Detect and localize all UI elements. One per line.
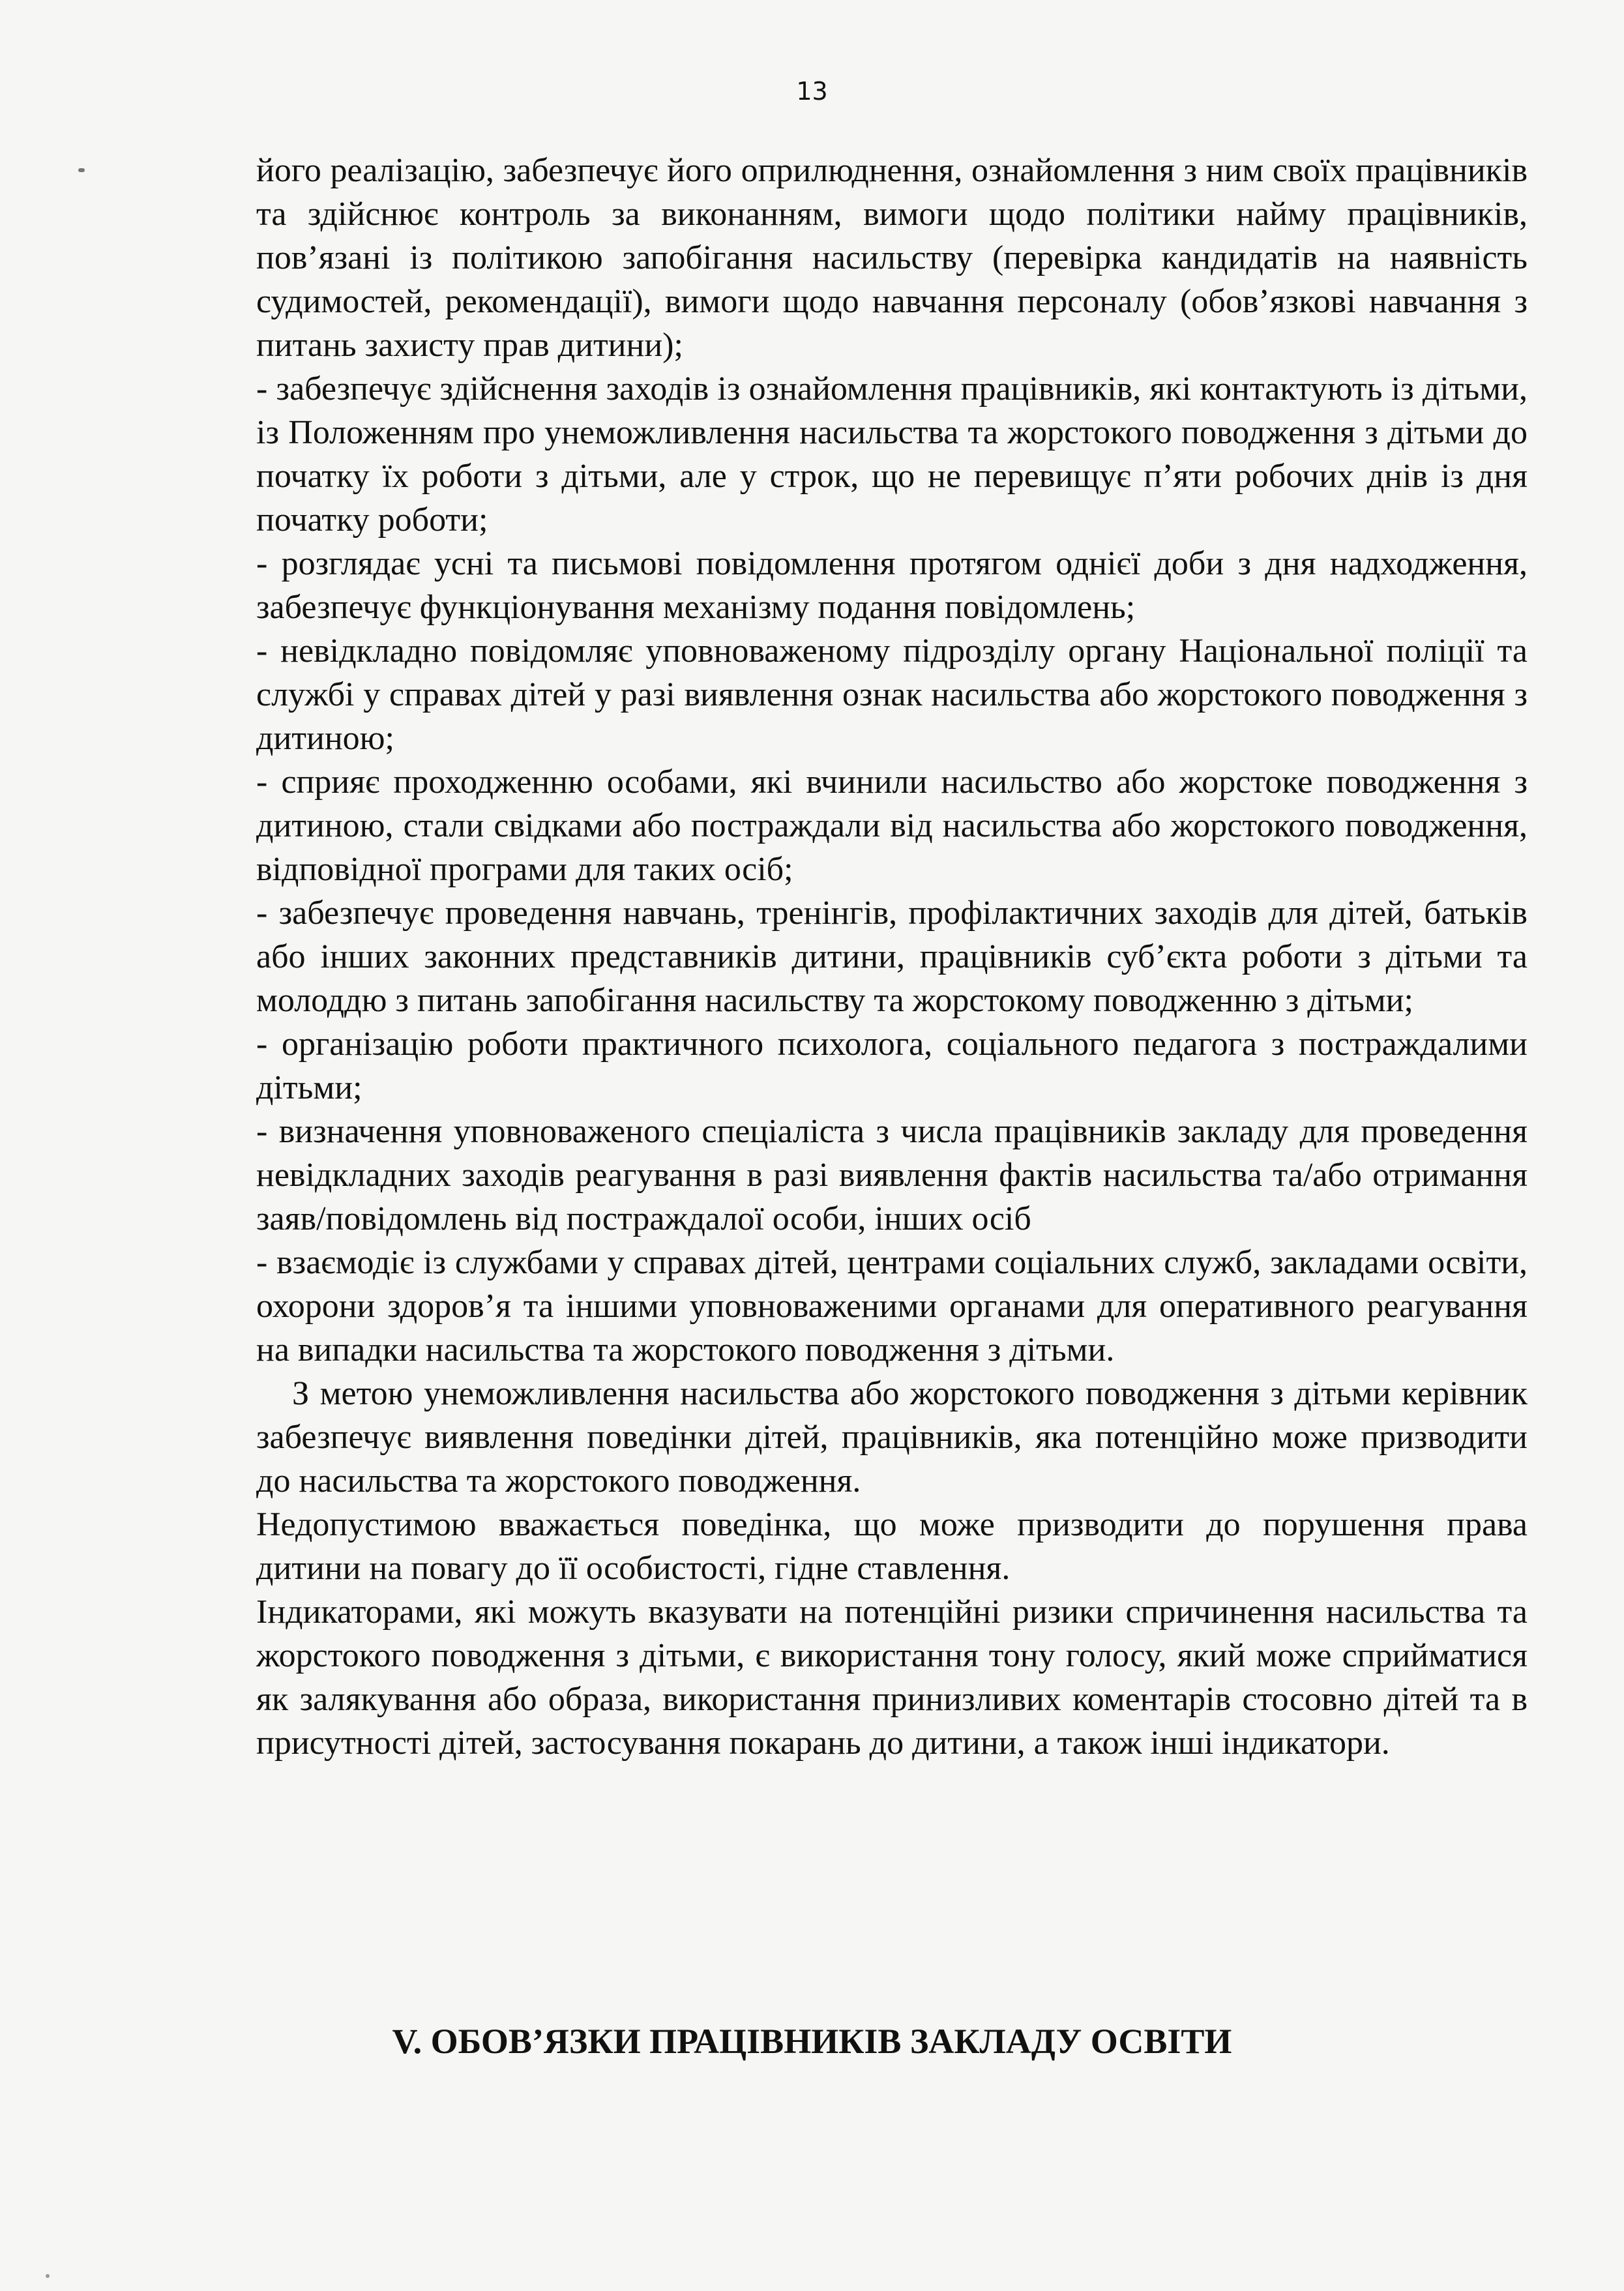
list-item-familiarization: - забезпечує здійснення заходів із ознайомлення працівників, які контактують із дітьми, із Положенням про унеможливлення насильства та жорстокого поводження з дітьми до початку їх роботи з дітьми, але у строк, що не перевищує п’яти робочих днів із дня початку роботи; [256,370,1528,539]
list-item-authorized-specialist: - визначення уповноваженого спеціаліста з числа працівників закладу для проведення невідкладних заходів реагування в разі виявлення фактів насильства та/або отримання заяв/повідомлень від постраждалої особи, інших осіб [256,1113,1528,1237]
paragraph-behavior-detection: З метою унеможливлення насильства або жорстокого поводження з дітьми керівник забезпечує виявлення поведінки дітей, працівників, яка потенційно може призводити до насильства та жорстокого поводження. [256,1375,1528,1500]
paragraph-continuation: його реалізацію, забезпечує його оприлюднення, ознайомлення з ним своїх працівників та здійснює контроль за виконанням, вимоги щодо політики найму працівників, пов’язані із політикою запобігання насильству (перевірка кандидатів на наявність судимостей, рекомендації), вимоги щодо навчання персоналу (обов’язкові навчання з питань захисту прав дитини); [256,152,1528,364]
scan-speck [78,168,85,172]
list-item-program-assistance: - сприяє проходженню особами, які вчинили насильство або жорстоке поводження з дитиною, стали свідками або постраждали від насильства або жорстокого поводження, відповідної програми для таких осіб; [256,763,1528,888]
section-heading: V. ОБОВ’ЯЗКИ ПРАЦІВНИКІВ ЗАКЛАДУ ОСВІТИ [392,2022,1232,2061]
paragraph-indicators: Індикаторами, які можуть вказувати на потенційні ризики спричинення насильства та жорстокого поводження з дітьми, є використання тону голосу, який може сприйматися як залякування або образа, використання принизливих коментарів стосовно дітей та в присутності дітей, застосування покарань до дитини, а також інші індикатори. [256,1593,1528,1762]
list-item-review-reports: - розглядає усні та письмові повідомлення протягом однієї доби з дня надходження, забезпечує функціонування механізму подання повідомлень; [256,545,1528,626]
body-text [256,149,1528,1765]
list-item-trainings: - забезпечує проведення навчань, тренінгів, профілактичних заходів для дітей, батьків або інших законних представників дитини, працівників суб’єкта роботи з дітьми та молоддю з питань запобігання насильству та жорстокому поводженню з дітьми; [256,894,1528,1019]
scan-speck [46,2274,50,2278]
list-item-notify-police: - невідкладно повідомляє уповноваженому підрозділу органу Національної поліції та службі у справах дітей у разі виявлення ознак насильства або жорстокого поводження з дитиною; [256,632,1528,757]
list-item-psychologist: - організацію роботи практичного психолога, соціального педагога з постраждалими дітьми; [256,1026,1528,1106]
list-item-cooperation: - взаємодіє із службами у справах дітей, центрами соціальних служб, закладами освіти, охорони здоров’я та іншими уповноваженими органами для оперативного реагування на випадки насильства та жорстокого поводження з дітьми. [256,1244,1528,1368]
page-number: 13 [796,77,828,106]
paragraph-unacceptable-behavior: Недопустимою вважається поведінка, що може призводити до порушення права дитини на повагу до її особистості, гідне ставлення. [256,1506,1528,1587]
